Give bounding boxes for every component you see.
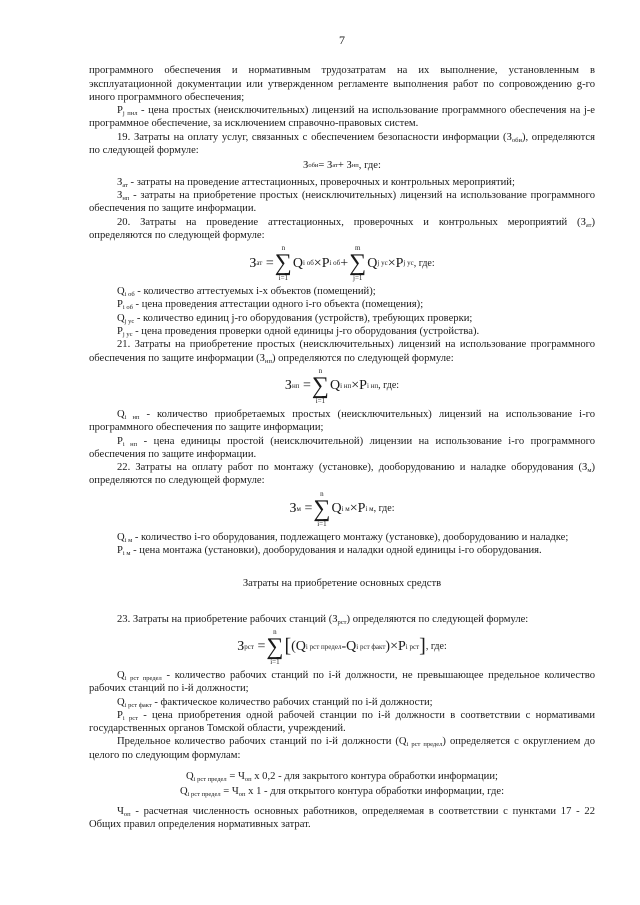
formula-21: З нп = n ∑ i=1 Q i нп × P i нп , где: — [284, 366, 400, 405]
definition-q-j-us: $Q_{j ус}$ - количество единиц j-го оборудования (устройств), требующих проверки; — [117, 312, 473, 325]
formula-limit-open: $Q_{i рст предел} = Ч_{оп}$ x 1 - для открытого контура обработки информации, где: — [179, 786, 505, 799]
formula-23: З рст = n ∑ i=1 [ ( Q i рст предел - Q i рст факт ) × P i рст ] , где: — [237, 627, 447, 666]
sum-sign: n ∑ i=1 — [313, 489, 331, 528]
definition-z-at: $З_{ат}$ - затраты на проведение аттестационных, проверочных и контрольных мероприятий; — [117, 176, 515, 189]
definition-q-rst-fakt: $Q_{i рст факт}$ - фактическое количество рабочих станций по i-й должности; — [117, 696, 433, 709]
definition-p-i-m: $P_{i м}$ - цена монтажа (установки), дооборудования и наладки одной единицы i-го оборудования. — [117, 545, 542, 558]
definition-q-rst-predel: $Q_{i рст предел}$ - количество рабочих станций по i-й должности, не превышающее предельное количество рабочих станций по i-й должности; — [89, 669, 595, 695]
page-number: 7 — [339, 33, 345, 47]
paragraph-19: 19. Затраты на оплату услуг, связанных с обеспечением безопасности информации $(З_{оби})$, определяются по следующей формуле: — [89, 131, 595, 157]
definition-p-rst: $P_{i рст}$ - цена приобретения одной рабочей станции по i-й должности в соответствии с нормативами государственных органов Томской области, учреждений. — [89, 709, 595, 735]
definition-ch-op: $Ч_{оп}$ - расчетная численность основных работников, определяемая в соответствии с пунктами 17 - 22 Общих правил определения нормативных затрат. — [89, 805, 595, 830]
formula-19: З оби = З ат + З нп , где: — [303, 160, 381, 172]
definition-q-i-np: $Q_{i нп}$ - количество приобретаемых простых (неисключительных) лицензий на использование i-го программного обеспечения по защите информации; — [89, 408, 596, 434]
formula-20: З ат = n ∑ i=1 Q i об × P i об + m ∑ j=1 Q j ус × P j ус , где: — [249, 244, 435, 283]
document-page — [89, 34, 595, 831]
paragraph-continuation: программного обеспечения и нормативным трудозатратам на их выполнение, установленным в эксплуатационной документации или утвержденном регламенте выполнения работ по сопровождению g-го иного программного обеспечения; — [89, 65, 595, 103]
definition-p-i-np: $P_{i нп}$ - цена единицы простой (неисключительной) лицензии на использование i-го программного обеспечения по защите информации. — [89, 435, 596, 460]
definition-p-j-pnl: $P_{j пнл}$ - цена простых (неисключительных) лицензий на использование программного обеспечения на j-е программное обеспечение, за исключением справочно-правовых систем. — [89, 105, 595, 130]
paragraph-22: 22. Затраты на оплату работ по монтажу (установке), дооборудованию и наладке оборудования $(З_м)$ определяются по следующей формуле: — [89, 462, 595, 487]
sum-sign: n ∑ i=1 — [274, 244, 292, 283]
paragraph-20: 20. Затраты на проведение аттестационных, проверочных и контрольных мероприятий $(З_{ат})$ определяются по следующей формуле: — [89, 216, 595, 241]
paragraph-21: 21. Затраты на приобретение простых (неисключительных) лицензий на использование программного обеспечения по защите информации $(З_{нп})$ определяются по следующей формуле: — [89, 339, 595, 365]
formula-22: З м = n ∑ i=1 Q i м × P i м , где: — [289, 489, 395, 528]
formula-limit-closed: $Q_{i рст предел} = Ч_{оп}$ x 0,2 - для закрытого контура обработки информации; — [186, 770, 498, 783]
paragraph-23: 23. Затраты на приобретение рабочих станций $(З_{рст})$ определяются по следующей формуле: — [117, 613, 529, 626]
definition-p-j-us: $P_{j ус}$ - цена проведения проверки одной единицы j-го оборудования (устройства). — [117, 326, 480, 339]
section-heading: Затраты на приобретение основных средств — [242, 578, 442, 590]
definition-q-i-ob: $Q_{i об}$ - количество аттестуемых i-х объектов (помещений); — [117, 286, 376, 299]
definition-p-i-ob: $P_{i об}$ - цена проведения аттестации одного i-го объекта (помещения); — [117, 299, 424, 312]
definition-q-i-m: $Q_{i м}$ - количество i-го оборудования, подлежащего монтажу (установке), дооборудованию и наладке; — [117, 531, 569, 544]
paragraph-limit: Предельное количество рабочих станций по i-й должности $(Q_{i рст предел})$ определяется с округлением до целого по следующим формулам: — [89, 736, 595, 761]
sum-sign: m ∑ j=1 — [349, 244, 367, 283]
sum-sign: n ∑ i=1 — [266, 627, 284, 666]
sum-sign: n ∑ i=1 — [311, 366, 329, 405]
definition-z-np: $З_{нп}$ - затраты на приобретение простых (неисключительных) лицензий на использование программного обеспечения по защите информации. — [89, 189, 595, 215]
